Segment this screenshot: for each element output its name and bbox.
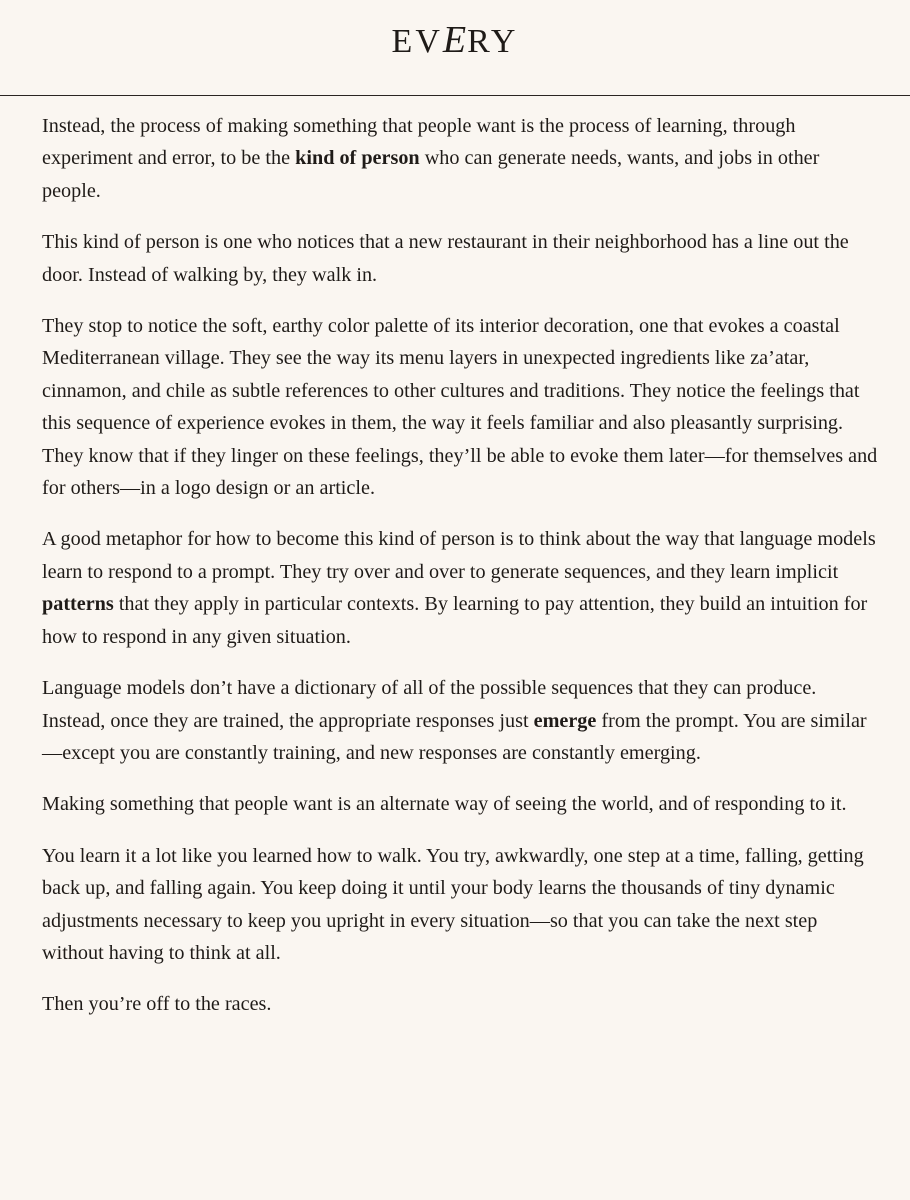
article-body	[42, 110, 878, 1040]
paragraph-1: Instead, the process of making something that people want is the process of learning, through experiment and error, to be the kind of person who can generate needs, wants, and jobs in other people.	[42, 115, 820, 202]
emphasis-patterns: patterns	[42, 593, 114, 616]
every-logo[interactable]	[0, 18, 910, 64]
paragraph-2: This kind of person is one who notices that a new restaurant in their neighborhood has a line out the door. Instead of walking by, they walk in.	[42, 231, 849, 286]
paragraph-5: Language models don’t have a dictionary of all of the possible sequences that they can produce. Instead, once they are trained, the appropriate responses just emerge from the prompt. You are similar—except you are constantly training, and new responses are constantly emerging.	[42, 677, 867, 764]
logo-text-prefix: EV	[391, 23, 443, 60]
site-header	[0, 0, 910, 96]
paragraph-7: You learn it a lot like you learned how to walk. You try, awkwardly, one step at a time, falling, getting back up, and falling again. You keep doing it until your body learns the thousands of tiny dynamic adjustments necessary to keep you upright in every situation—so that you can take the next step without having to think at all.	[42, 844, 864, 964]
logo-text-accent: E	[442, 19, 468, 61]
emphasis-emerge: emerge	[533, 709, 597, 732]
paragraph-6: Making something that people want is an alternate way of seeing the world, and of responding to it.	[42, 793, 847, 816]
paragraph-4: A good metaphor for how to become this kind of person is to think about the way that language models learn to respond to a prompt. They try over and over to generate sequences, and they learn implicit patterns that they apply in particular contexts. By learning to pay attention, they build an intuition for how to respond in any given situation.	[42, 528, 876, 648]
emphasis-kind-of-person: kind of person	[295, 147, 420, 170]
logo-text-suffix: RY	[467, 23, 519, 60]
paragraph-8: Then you’re off to the races.	[42, 993, 272, 1016]
paragraph-3: They stop to notice the soft, earthy color palette of its interior decoration, one that evokes a coastal Mediterranean village. They see the way its menu layers in unexpected ingredients like za’atar, cinnamon, and chile as subtle references to other cultures and traditions. They notice the feelings that this sequence of experience evokes in them, the way it feels familiar and also pleasantly surprising. They know that if they linger on these feelings, they’ll be able to evoke them later—for themselves and for others—in a logo design or an article.	[42, 315, 878, 500]
